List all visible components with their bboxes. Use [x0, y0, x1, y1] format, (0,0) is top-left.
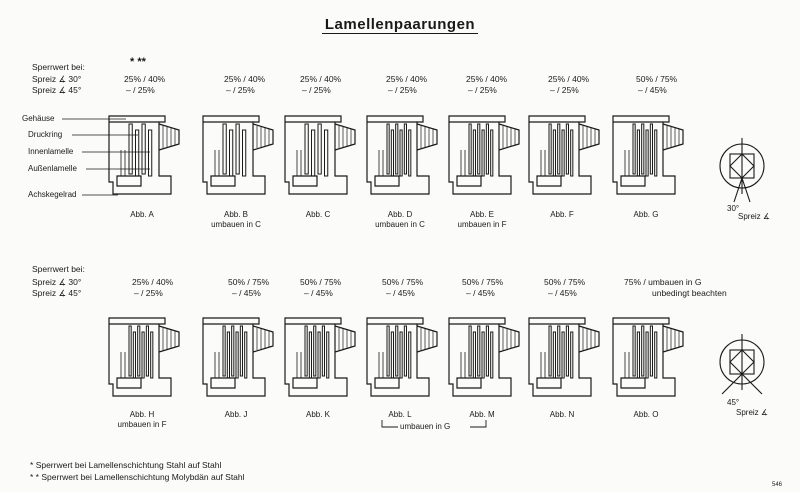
spreiz-30-angle: 30° [727, 204, 740, 213]
row1-value-30-5: 25% / 40% [548, 74, 590, 84]
footnote-1-mark: * [30, 460, 34, 470]
page-number: 546 [772, 482, 783, 488]
row1-value-45-4: – / 25% [468, 85, 497, 95]
label-druckring: Druckring [28, 130, 63, 139]
label-innenlamelle: Innenlamelle [28, 147, 74, 156]
row2-caption-0 [102, 410, 182, 430]
row2-caption-2 [278, 410, 358, 420]
row2-header: Sperrwert bei: [32, 264, 85, 274]
row2-value-30-3: 50% / 75% [382, 277, 424, 287]
row2-value-30-6: 75% / umbauen in G [624, 277, 702, 287]
row2-value-30-4: 50% / 75% [462, 277, 504, 287]
row2-value-45-4: – / 45% [466, 288, 495, 298]
row1-value-30-2: 25% / 40% [300, 74, 342, 84]
figure-row2-6 [605, 312, 695, 408]
row1-value-30-1: 25% / 40% [224, 74, 266, 84]
row2-value-30-5: 50% / 75% [544, 277, 586, 287]
row1-caption-0 [102, 210, 182, 220]
stars-marker: * ** [130, 56, 146, 68]
row2-caption-name-1: Abb. J [224, 410, 248, 419]
figure-row2-4 [441, 312, 531, 408]
row1-value-30-3: 25% / 40% [386, 74, 428, 84]
row1-caption-note-1: umbauen in C [211, 220, 261, 229]
row1-value-30-4: 25% / 40% [466, 74, 508, 84]
spreiz-45-angle: 45° [727, 398, 740, 407]
row1-caption-name-0: Abb. A [130, 210, 154, 219]
spreiz-30-text: Spreiz ∡ [738, 212, 771, 221]
row1-value-45-3: – / 25% [388, 85, 417, 95]
row1-value-45-1: – / 25% [226, 85, 255, 95]
footnote-2 [30, 472, 245, 482]
figure-row2-0 [101, 312, 191, 408]
figure-row1-0 [101, 110, 191, 206]
label-gehaeuse: Gehäuse [22, 114, 55, 123]
row2-caption-name-6: Abb. O [633, 410, 659, 419]
spreiz-30-diagram [712, 132, 782, 222]
row2-caption-name-5: Abb. N [549, 410, 575, 419]
row2-value-45-6: unbedingt beachten [652, 288, 727, 298]
row1-caption-4 [442, 210, 522, 230]
figure-row2-3 [359, 312, 449, 408]
row2-value-45-3: – / 45% [386, 288, 415, 298]
row2-caption-1 [196, 410, 276, 420]
row1-label-30: Spreiz ∡ 30° [32, 74, 82, 84]
row1-caption-name-2: Abb. C [305, 210, 331, 219]
label-achskegelrad: Achskegelrad [28, 190, 77, 199]
row1-caption-name-6: Abb. G [633, 210, 659, 219]
figure-row1-5 [521, 110, 611, 206]
row1-value-45-5: – / 25% [550, 85, 579, 95]
row1-value-30-6: 50% / 75% [636, 74, 678, 84]
group-note: umbauen in G [400, 422, 451, 431]
row2-label-30: Spreiz ∡ 30° [32, 277, 82, 287]
row1-caption-note-4: umbauen in F [457, 220, 507, 229]
figure-row1-3 [359, 110, 449, 206]
row1-label-45: Spreiz ∡ 45° [32, 85, 82, 95]
row1-caption-5 [522, 210, 602, 220]
row2-value-30-1: 50% / 75% [228, 277, 270, 287]
row1-value-45-0: – / 25% [126, 85, 155, 95]
footnote-2-mark: * * [30, 472, 39, 482]
footnote-1-text: Sperrwert bei Lamellenschichtung Stahl auf Stahl [35, 460, 222, 470]
figure-row1-2 [277, 110, 367, 206]
footnote-1 [30, 460, 221, 470]
row2-value-45-2: – / 45% [304, 288, 333, 298]
row2-caption-name-2: Abb. K [305, 410, 330, 419]
row2-caption-name-0: Abb. H [129, 410, 155, 419]
row1-value-45-2: – / 25% [302, 85, 331, 95]
row2-caption-5 [522, 410, 602, 420]
row1-header: Sperrwert bei: [32, 62, 85, 72]
row1-caption-note-3: umbauen in C [375, 220, 425, 229]
figure-row1-6 [605, 110, 695, 206]
row2-caption-6 [606, 410, 686, 420]
row1-value-30-0: 25% / 40% [124, 74, 166, 84]
figure-row2-2 [277, 312, 367, 408]
row2-value-45-0: – / 25% [134, 288, 163, 298]
row1-value-45-6: – / 45% [638, 85, 667, 95]
row1-caption-name-1: Abb. B [223, 210, 248, 219]
row2-caption-name-3: Abb. L [388, 410, 412, 419]
row2-value-30-0: 25% / 40% [132, 277, 174, 287]
row2-value-45-1: – / 45% [232, 288, 261, 298]
figure-row2-1 [195, 312, 285, 408]
figure-row1-4 [441, 110, 531, 206]
row1-caption-1 [196, 210, 276, 230]
figure-row1-1 [195, 110, 285, 206]
row1-caption-name-4: Abb. E [469, 210, 494, 219]
footnote-2-text: Sperrwert bei Lamellenschichtung Molybdän auf Stahl [41, 472, 245, 482]
page-title: Lamellenpaarungen [0, 16, 800, 33]
row1-caption-6 [606, 210, 686, 220]
row1-caption-name-3: Abb. D [387, 210, 413, 219]
spreiz-45-text: Spreiz ∡ [736, 408, 769, 417]
row2-value-30-2: 50% / 75% [300, 277, 342, 287]
row2-label-45: Spreiz ∡ 45° [32, 288, 82, 298]
row2-caption-name-4: Abb. M [469, 410, 495, 419]
row1-caption-name-5: Abb. F [550, 210, 574, 219]
row1-caption-3 [360, 210, 440, 230]
figure-row2-5 [521, 312, 611, 408]
row2-caption-note-0: umbauen in F [117, 420, 167, 429]
row2-value-45-5: – / 45% [548, 288, 577, 298]
label-aussenlamelle: Außenlamelle [28, 164, 77, 173]
row1-caption-2 [278, 210, 358, 220]
